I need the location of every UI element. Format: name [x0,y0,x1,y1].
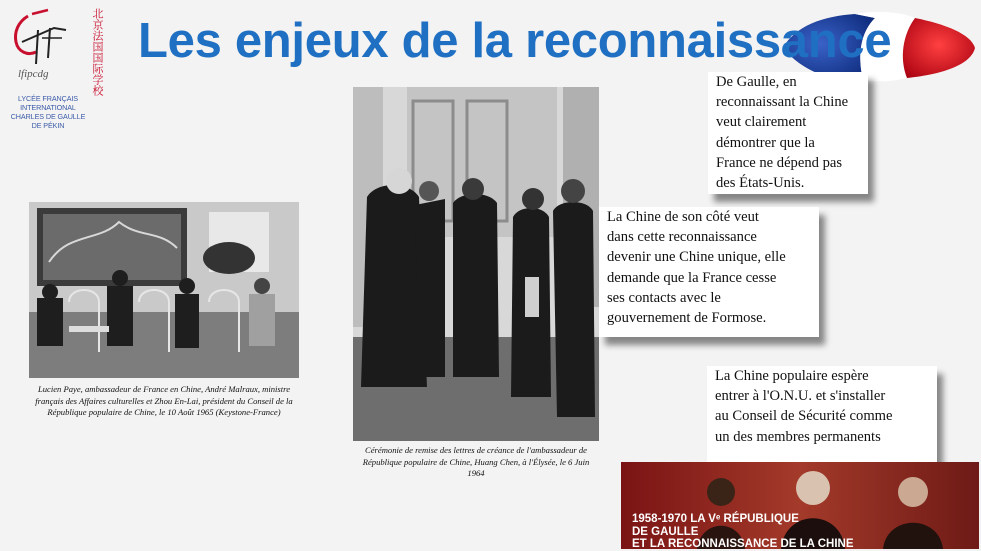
text-line: gouvernement de Formose. [607,310,767,327]
banner-line: DE GAULLE [632,525,699,538]
text-line: La Chine de son côté veut [607,209,759,225]
logo-mark-text: lfipcdg [18,68,49,80]
school-name-line: DE PÉKIN [31,121,65,130]
logo-school-name [6,94,90,130]
text-line: un des membres permanents [715,428,881,445]
text-line: France ne dépend pas [716,154,843,171]
text-line: demande que la France cesse [607,269,777,286]
text-line: entrer à l'O.N.U. et s'installer [715,388,886,405]
slide-title: Les enjeux de la reconnaissance [138,14,892,68]
photo-caption: Lucien Paye, ambassadeur de France en Chine, André Malraux, ministre français des Affaires culturelles et Zhou En-Lai, président du Conseil de la République populaire de Chine, le 10 Août 1965 (Keystone-France) [35,384,293,418]
text-line: ses contacts avec le [607,289,721,306]
photo-malraux-zhou-enlai [29,202,299,378]
photo-elysee-ceremony [353,87,599,441]
text-box-onu [707,366,937,462]
text-line: des États-Unis. [716,175,805,192]
photo-caption: Cérémonie de remise des lettres de créance de l'ambassadeur de République populaire de Chine, Huang Chen, à l'Élysée, le 6 Juin 1964 [362,445,590,479]
text-line: La Chine populaire espère [715,368,869,384]
text-line: démontrer que la [716,134,815,151]
school-name-line: LYCÉE FRANÇAIS [18,94,78,103]
banner-title [632,513,854,551]
text-line: devenir une Chine unique, elle [607,249,786,266]
school-name-line: CHARLES DE GAULLE [10,112,86,121]
banner-line: ET LA RECONNAISSANCE DE LA CHINE [632,538,854,550]
school-name-line: INTERNATIONAL [20,103,76,112]
text-line: veut clairement [716,114,807,131]
text-line: au Conseil de Sécurité comme [715,408,893,425]
banner-line: 1958-1970 LA Vᵉ RÉPUBLIQUE [632,513,799,525]
school-logo [6,4,106,132]
text-box-chine [599,207,819,337]
text-line: reconnaissant la Chine [716,94,849,111]
text-box-de-gaulle [708,72,868,194]
text-line: De Gaulle, en [716,74,797,90]
text-line: dans cette reconnaissance [607,229,757,246]
logo-chinese-name: 北京法国国际学校 [91,8,104,96]
